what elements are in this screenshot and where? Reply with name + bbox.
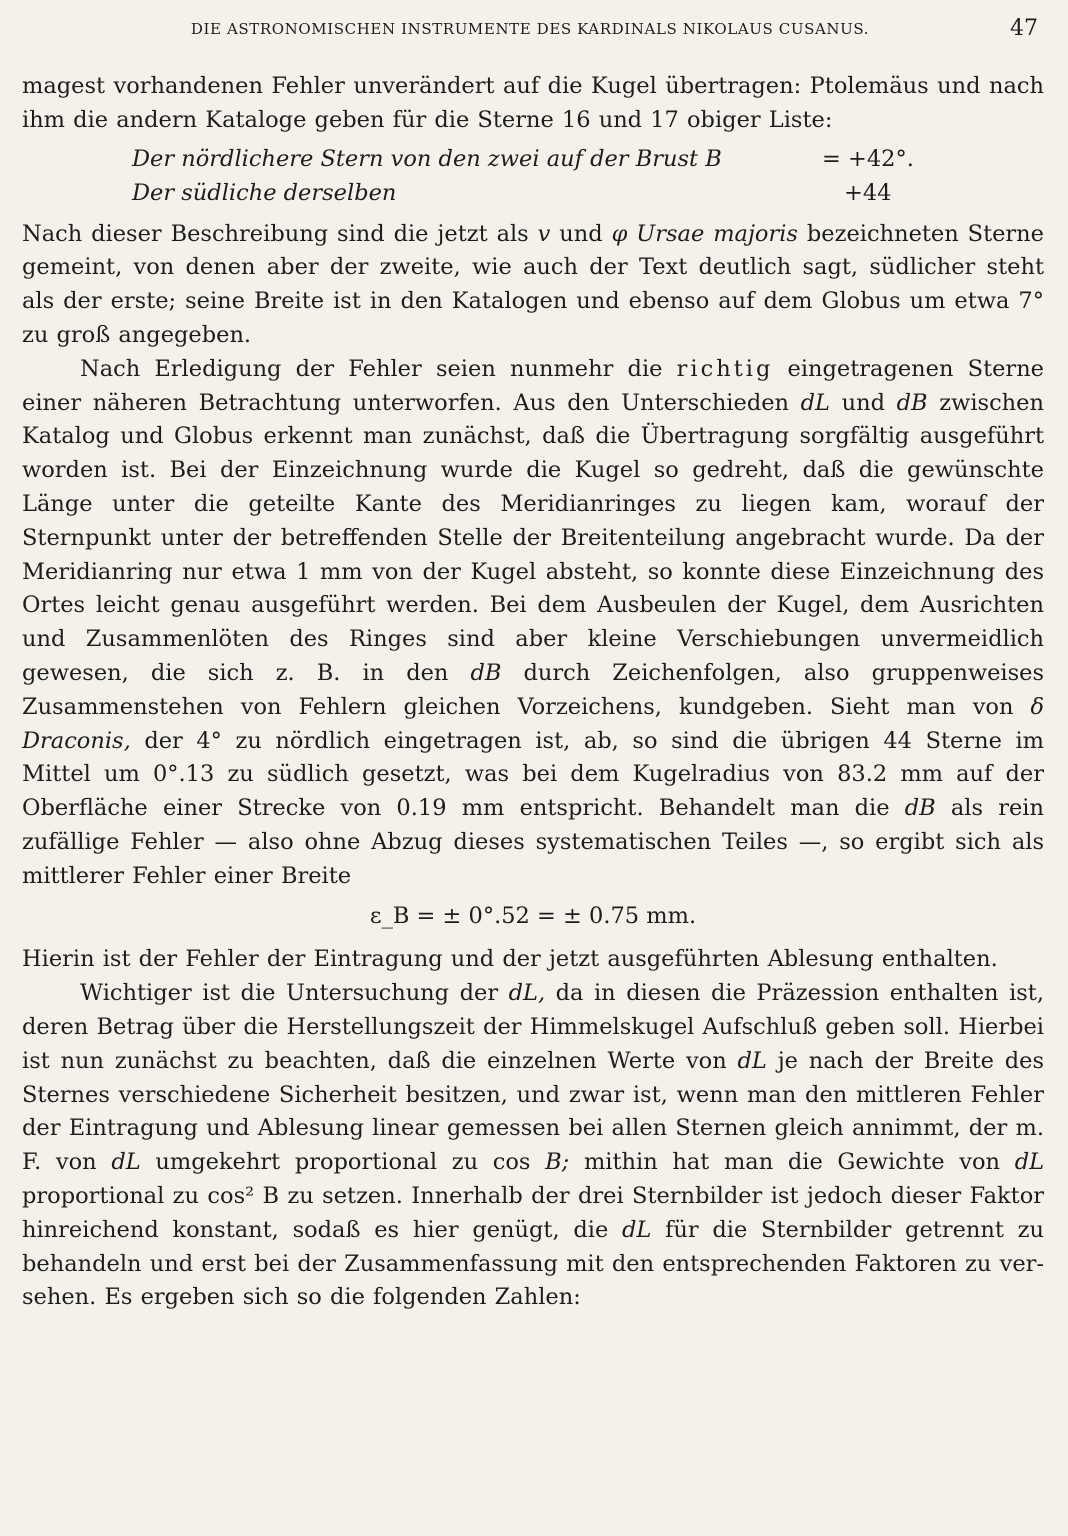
body-text (22, 70, 1044, 1315)
symbol-dL: dL (800, 389, 831, 416)
quote-label: Der nördlichere Stern von den zwei auf der Brust B (132, 145, 722, 172)
quote-label: Der südliche derselben (132, 179, 397, 206)
quote-value: = +42°. (822, 145, 914, 172)
text-run: mithin hat man die Gewichte von (583, 1149, 1001, 1176)
symbol-phi: φ (611, 220, 628, 247)
paragraph-2 (22, 218, 1044, 353)
paragraph-4: Hierin ist der Fehler der Eintragung und der jetzt ausgeführten Ablesung enthalten. (22, 946, 998, 973)
text-run: für die Sternbilder getrennt zu behandeln und erst bei der Zusammenfassung mit den entsprechenden Faktoren zu ver- (22, 1216, 1044, 1277)
text-run: und (841, 389, 886, 416)
text-run: da in diesen die Präzession enthalten ist, deren Betrag über die Herstellungszeit der Himmelskugel Aufschluß geben soll. Hierbei ist nun zunächst zu beachten, daß die einzelnen Werte von (22, 980, 1045, 1074)
symbol-dB: dB (904, 795, 936, 822)
symbol-dL: dL (1014, 1149, 1045, 1176)
symbol-dL: dL (737, 1047, 767, 1074)
quote-row (132, 176, 1044, 210)
emphasis: richtig (676, 355, 774, 382)
quote-row (132, 142, 1044, 176)
text-run: Nach Erledigung der Fehler seien nunmehr die (80, 355, 663, 382)
text-run: eingetragenen Sterne einer näheren Betrachtung unterworfen. Aus den Unterschieden (22, 355, 1044, 416)
symbol-v: v (537, 220, 551, 247)
text-run: sehen. Es ergeben sich so die folgenden Zahlen: (22, 1284, 581, 1311)
paragraph-5 (22, 977, 1044, 1315)
text-run: bezeichneten Sterne gemeint, von denen aber der zweite, wie auch der Text deutlich sagt, südlicher steht als der erste; seine Breite ist in den Katalogen und ebenso auf dem Globus um etwa 7° zu groß angegeben. (22, 220, 1044, 348)
text-run: durch Zeichenfolgen, also gruppenweises Zusammenstehen von Fehlern gleichen Vorzeichens, kundgeben. Sieht man von (22, 659, 1045, 720)
running-head: DIE ASTRONOMISCHEN INSTRUMENTE DES KARDINALS NIKOLAUS CUSANUS. (190, 20, 870, 38)
text-run: umgekehrt proportional zu cos (155, 1149, 531, 1176)
text-run: Nach dieser Beschreibung sind die jetzt als (22, 220, 529, 247)
quote-value: +44 (844, 179, 892, 206)
text-run: als rein zufällige Fehler — also ohne Abzug dieses systematischen Teiles —, so ergibt sich als mittlerer (22, 795, 1044, 889)
star-name: Ursae majoris (636, 220, 798, 247)
text-run: je nach der Breite des Sternes verschiedene Sicherheit besitzen, und zwar ist, wenn man den mittleren Fehler der Eintragung und Ablesung linear gemessen bei allen Sternen gleich annimmt, der m. F. von (22, 1047, 1045, 1176)
text-run: zwischen Katalog und Globus erkennt man zunächst, daß die Übertragung sorgfältig ausgeführt worden ist. Bei der Einzeichnung wurde die Kugel so gedreht, daß die gewünschte Länge unter die geteilte Kante des Meridianringes zu liegen kam, worauf der Sternpunkt unter der betreffenden Stelle der Breitenteilung angebracht wurde. Da der Meridianring nur etwa 1 mm von der Kugel absteht, so konnte diese Einzeichnung des Ortes leicht genau ausgeführt werden. Bei dem Ausbeulen der Kugel, dem Ausrichten und Zusammenlöten des Ringes sind aber kleine Verschiebungen unvermeidlich gewesen, die sich z. B. in den (22, 389, 1044, 686)
text-run: Fehler einer Breite (132, 862, 352, 889)
symbol-dL: dL (111, 1149, 141, 1176)
paragraph-1: magest vorhandenen Fehler unverändert auf die Kugel übertragen: Ptolemäus und nach ihm die andern Kataloge geben für die Sterne 16 und 17 obiger Liste: (22, 73, 1044, 133)
text-run: der 4° zu nördlich eingetragen ist, ab, so sind die übrigen 44 Sterne im Mittel um 0°.13 zu südlich gesetzt, was bei dem Kugelradius von 83.2 mm auf der Oberfläche einer Strecke von 0.19 mm entspricht. Behandelt man die (22, 727, 1044, 822)
symbol-dB: dB (470, 659, 502, 686)
symbol-dL: dL (622, 1216, 652, 1243)
text-run: und (559, 220, 603, 247)
symbol-dL: dL, (508, 980, 546, 1007)
quoted-catalog-entries (22, 142, 1044, 210)
text-run: proportional zu cos² B zu setzen. Innerhalb der drei Sternbilder ist jedoch dieser Faktor hinreichend konstant, sodaß es hier genügt, die (22, 1182, 1044, 1243)
paragraph-3 (22, 353, 1044, 894)
text-run: Wichtiger ist die Untersuchung der (80, 980, 499, 1007)
formula: ε_B = ± 0°.52 = ± 0.75 mm. (369, 902, 697, 929)
page-number: 47 (1010, 16, 1038, 41)
star-name: δ Draconis, (22, 693, 1044, 754)
symbol-dB: dB (896, 389, 928, 416)
symbol-B: B; (545, 1149, 570, 1176)
